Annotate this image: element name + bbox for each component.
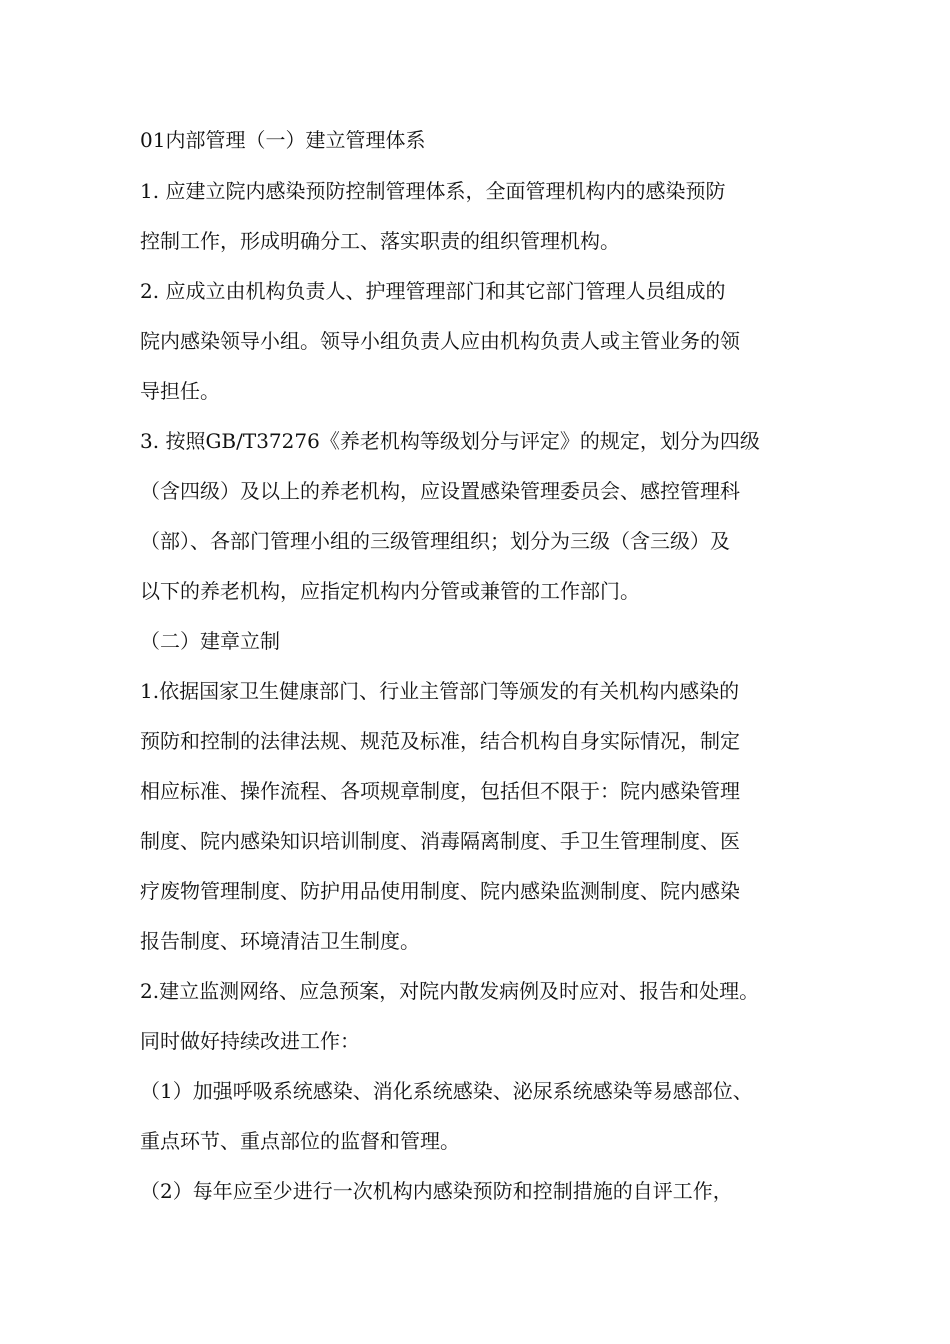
- paragraph-line: 1. 应建立院内感染预防控制管理体系，全面管理机构内的感染预防: [140, 179, 726, 203]
- paragraph-line: 2. 应成立由机构负责人、护理管理部门和其它部门管理人员组成的: [140, 279, 726, 303]
- paragraph-line: （1）加强呼吸系统感染、消化系统感染、泌尿系统感染等易感部位、: [140, 1079, 753, 1103]
- paragraph-line: （含四级）及以上的养老机构，应设置感染管理委员会、感控管理科: [140, 479, 740, 503]
- section-heading-internal-management: 01内部管理（一）建立管理体系: [140, 128, 426, 152]
- paragraph-line: 导担任。: [140, 379, 220, 403]
- section-heading-rules: （二）建章立制: [140, 629, 280, 653]
- paragraph-line: 预防和控制的法律法规、规范及标准，结合机构自身实际情况，制定: [140, 729, 740, 753]
- paragraph-line: 报告制度、环境清洁卫生制度。: [140, 929, 420, 953]
- paragraph-line: 重点环节、重点部位的监督和管理。: [140, 1129, 460, 1153]
- paragraph-line: 同时做好持续改进工作：: [140, 1029, 360, 1053]
- paragraph-line: 以下的养老机构，应指定机构内分管或兼管的工作部门。: [140, 579, 640, 603]
- paragraph-line: 疗废物管理制度、防护用品使用制度、院内感染监测制度、院内感染: [140, 879, 740, 903]
- paragraph-line: 控制工作，形成明确分工、落实职责的组织管理机构。: [140, 229, 620, 253]
- paragraph-line: （2）每年应至少进行一次机构内感染预防和控制措施的自评工作，: [140, 1179, 733, 1203]
- paragraph-line: 相应标准、操作流程、各项规章制度，包括但不限于：院内感染管理: [140, 779, 740, 803]
- paragraph-line: 1.依据国家卫生健康部门、行业主管部门等颁发的有关机构内感染的: [140, 679, 740, 703]
- paragraph-line: 制度、院内感染知识培训制度、消毒隔离制度、手卫生管理制度、医: [140, 829, 740, 853]
- paragraph-line: 2.建立监测网络、应急预案，对院内散发病例及时应对、报告和处理。: [140, 979, 760, 1003]
- paragraph-line: （部）、各部门管理小组的三级管理组织；划分为三级（含三级）及: [140, 529, 730, 553]
- paragraph-line: 3. 按照GB/T37276《养老机构等级划分与评定》的规定，划分为四级: [140, 429, 760, 453]
- paragraph-line: 院内感染领导小组。领导小组负责人应由机构负责人或主管业务的领: [140, 329, 740, 353]
